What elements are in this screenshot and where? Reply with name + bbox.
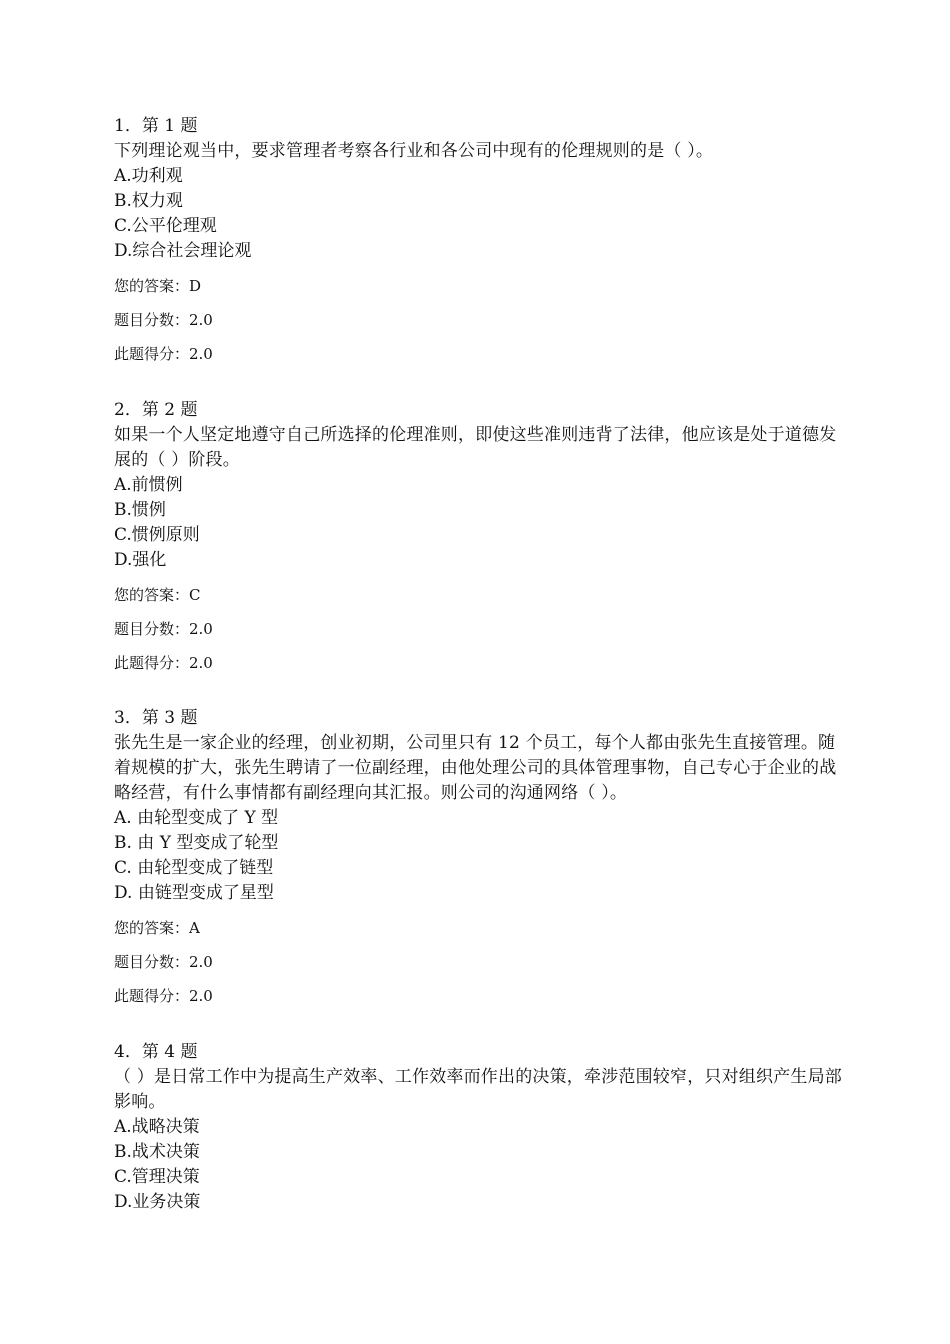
option-a: A.功利观: [114, 166, 183, 186]
option-c: C.惯例原则: [114, 525, 200, 545]
option-c: C. 由轮型变成了链型: [114, 858, 274, 878]
earned-score: 此题得分：2.0: [114, 345, 213, 363]
earned-score: 此题得分：2.0: [114, 987, 213, 1005]
question-1: [114, 114, 844, 364]
option-a: A.前惯例: [114, 475, 183, 495]
question-stem: 下列理论观当中，要求管理者考察各行业和各公司中现有的伦理规则的是（ ）。: [114, 141, 714, 161]
question-stem: 张先生是一家企业的经理，创业初期，公司里只有 12 个员工，每个人都由张先生直接管理。随着规模的扩大，张先生聘请了一位副经理，由他处理公司的具体管理事物，自己专心于企业的战略经营，有什么事情都有副经理向其汇报。则公司的沟通网络（ ）。: [114, 733, 837, 803]
question-title: 3．第 3 题: [114, 708, 198, 728]
question-stem: （ ）是日常工作中为提高生产效率、工作效率而作出的决策，牵涉范围较窄，只对组织产生局部影响。: [114, 1067, 843, 1112]
option-b: B.战术决策: [114, 1142, 200, 1162]
question-title: 2．第 2 题: [114, 400, 198, 420]
option-d: D.业务决策: [114, 1192, 201, 1212]
option-c: C.公平伦理观: [114, 216, 217, 236]
your-answer: 您的答案：C: [114, 586, 201, 604]
question-score: 题目分数：2.0: [114, 311, 213, 329]
option-c: C.管理决策: [114, 1167, 200, 1187]
option-d: D.强化: [114, 550, 167, 570]
question-2: [114, 398, 844, 673]
your-answer: 您的答案：D: [114, 277, 202, 295]
option-d: D. 由链型变成了星型: [114, 883, 274, 903]
earned-score: 此题得分：2.0: [114, 654, 213, 672]
question-title: 1．第 1 题: [114, 116, 198, 136]
option-b: B.权力观: [114, 191, 183, 211]
option-b: B.惯例: [114, 500, 166, 520]
question-title: 4．第 4 题: [114, 1042, 198, 1062]
question-score: 题目分数：2.0: [114, 620, 213, 638]
option-a: A. 由轮型变成了 Y 型: [114, 808, 279, 828]
option-a: A.战略决策: [114, 1117, 200, 1137]
question-stem: 如果一个人坚定地遵守自己所选择的伦理准则，即使这些准则违背了法律，他应该是处于道德发展的（ ）阶段。: [114, 425, 837, 470]
question-score: 题目分数：2.0: [114, 953, 213, 971]
question-3: [114, 706, 844, 1006]
question-4: [114, 1040, 844, 1215]
option-d: D.综合社会理论观: [114, 241, 252, 261]
your-answer: 您的答案：A: [114, 919, 200, 937]
option-b: B. 由 Y 型变成了轮型: [114, 833, 279, 853]
